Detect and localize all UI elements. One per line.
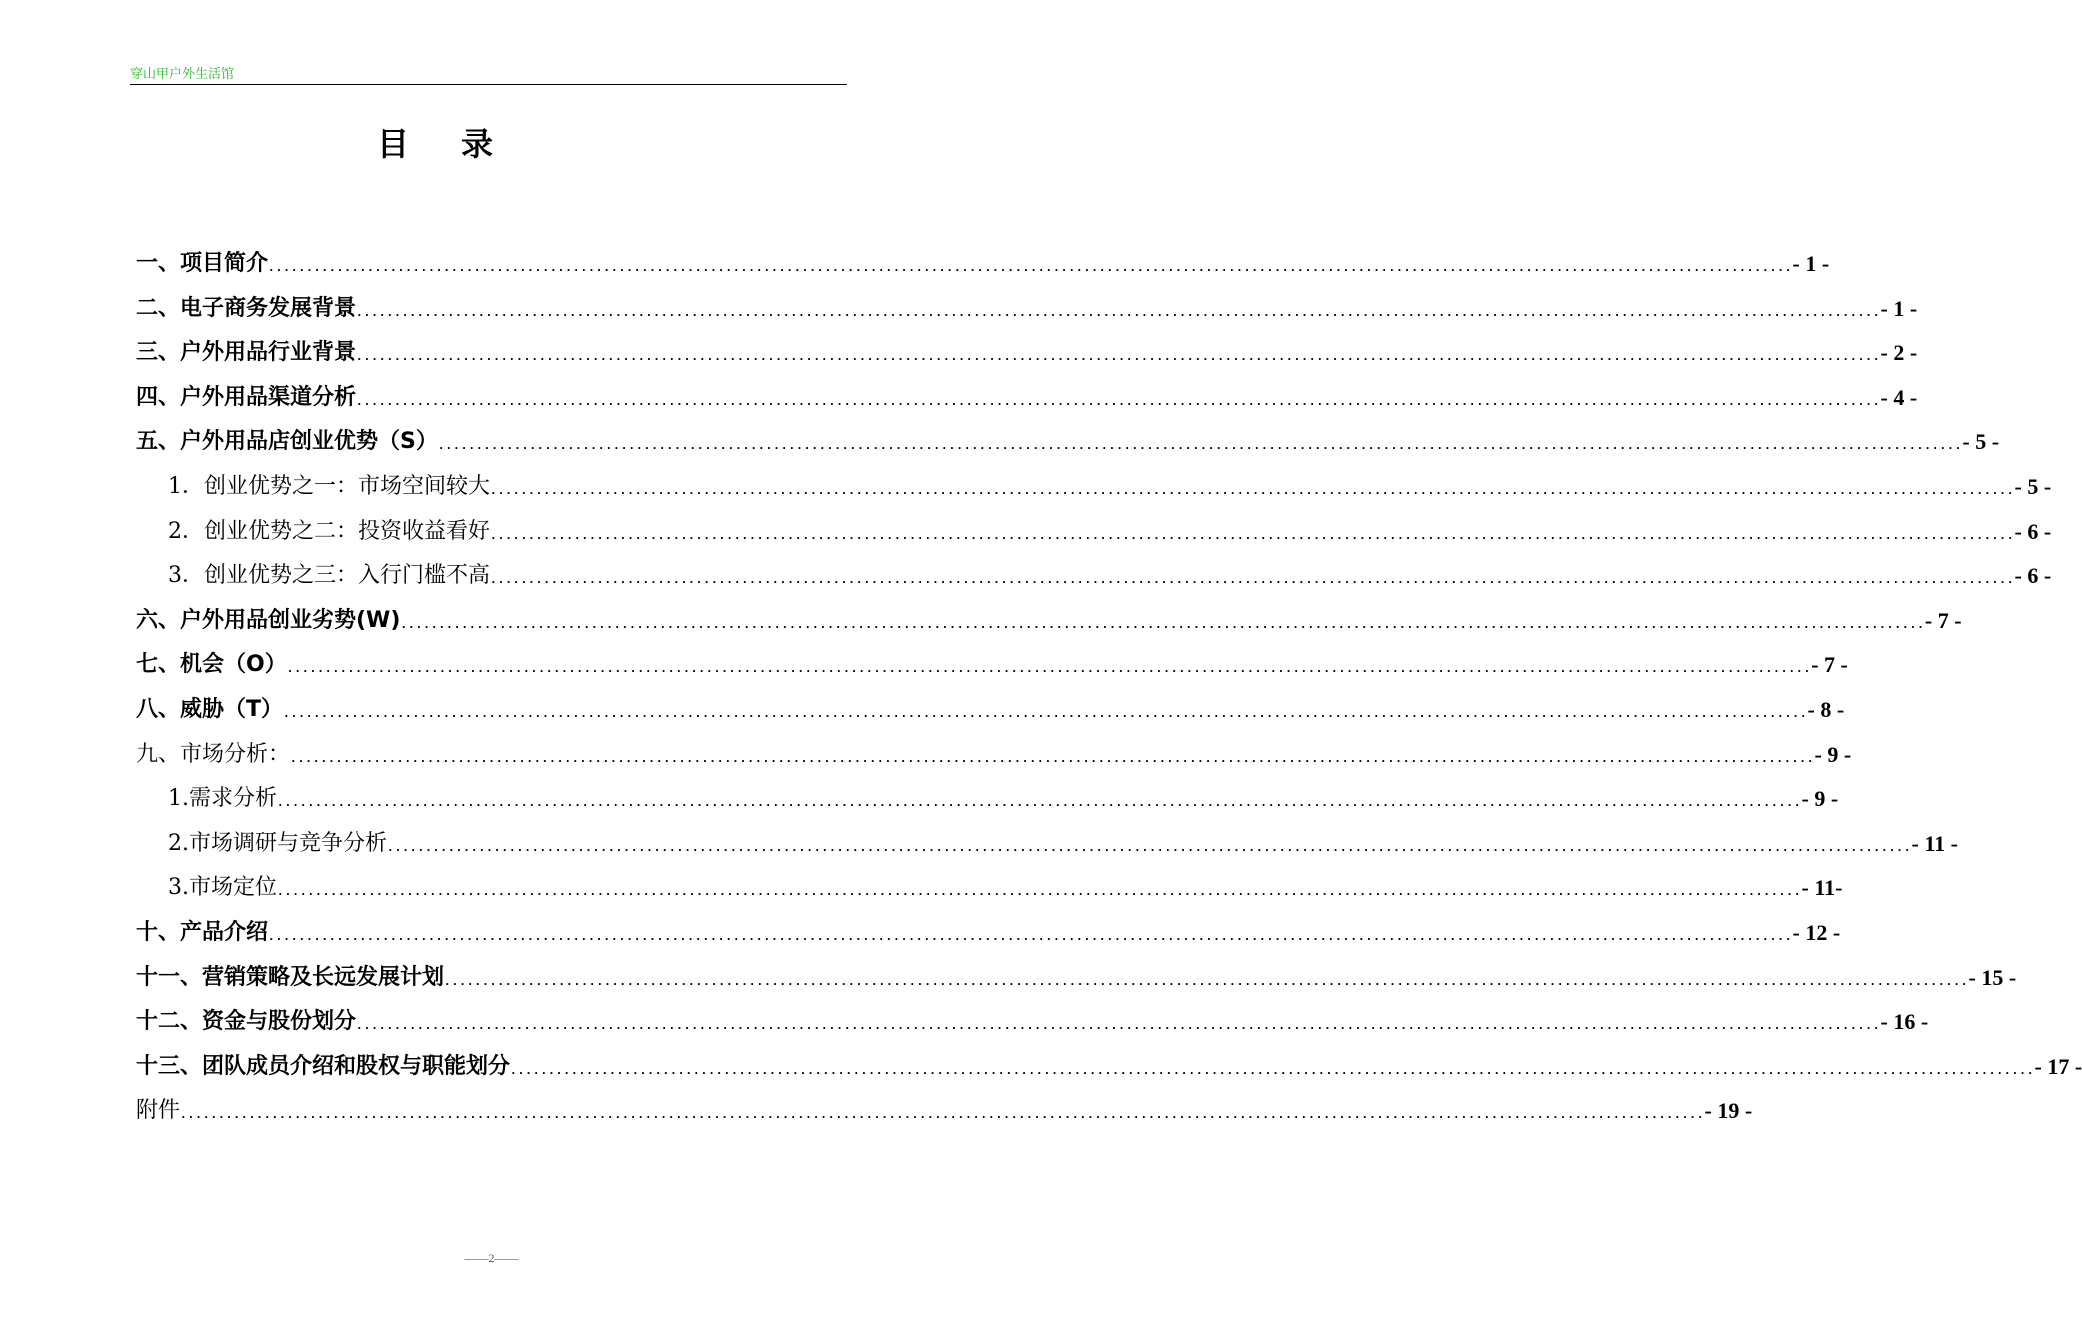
toc-entry-page: - 7 - [1811,652,1848,677]
toc-entry[interactable] [136,1095,1753,1127]
toc-dot-leader: ........................................................................................................................................................................................................ [356,350,1881,363]
toc-dot-leader: ........................................................................................................................................................................................................ [180,1108,1705,1121]
toc-entry-page: - 5 - [1962,429,2000,454]
toc-entry-label: 十二、资金与股份划分 [136,1009,357,1034]
toc-entry-label: 九、市场分析： [136,742,291,767]
toc-entry-label: 2.市场调研与竞争分析 [168,831,387,856]
toc-dot-leader: ........................................................................................................................................................................................................ [283,707,1808,720]
toc-entry-page: - 8 - [1807,697,1845,722]
toc-entry-label: 1.需求分析 [168,786,277,811]
toc-dot-leader: ........................................................................................................................................................................................................ [400,618,1925,631]
footer-page-number: ——2—— [464,1251,519,1265]
toc-dot-leader: ........................................................................................................................................................................................................ [387,841,1912,854]
toc-dot-leader: ........................................................................................................................................................................................................ [510,1064,2035,1077]
toc-entry[interactable] [168,516,2052,548]
toc-entry-page: - 16 - [1880,1009,1929,1034]
toc-entry[interactable] [136,694,1845,726]
toc-dot-leader: ........................................................................................................................................................................................................ [437,439,1963,452]
toc-entry[interactable] [136,962,2017,994]
toc-entry-page: - 11- [1801,875,1843,900]
toc-entry[interactable] [136,1006,1929,1038]
toc-entry-page: - 9 - [1814,742,1852,767]
toc-entry-page: - 6 - [2014,563,2052,588]
toc-entry-label: 附件 [136,1098,181,1123]
toc-entry-label: 十一、营销策略及长远发展计划 [136,965,445,990]
toc-entry-page: - 12 - [1792,920,1841,945]
toc-entry-label: 二、电子商务发展背景 [136,296,357,321]
toc-entry[interactable] [136,382,1918,414]
toc-dot-leader: ........................................................................................................................................................................................................ [290,752,1815,765]
toc-entry-page: - 4 - [1880,385,1918,410]
toc-dot-leader: ........................................................................................................................................................................................................ [356,395,1881,408]
toc-entry-label: 八、威胁（T） [136,697,284,722]
toc-dot-leader: ........................................................................................................................................................................................................ [286,662,1812,675]
toc-entry[interactable] [136,1051,2082,1083]
toc-entry[interactable] [136,248,1830,280]
toc-entry-label: 六、户外用品创业劣势(W) [136,608,401,633]
toc-entry-label: 十三、团队成员介绍和股权与职能划分 [136,1054,511,1079]
toc-entry[interactable] [136,739,1852,771]
toc-entry[interactable] [168,783,1839,815]
toc-entry-page: - 2 - [1880,340,1918,365]
toc-entry-label: 一、项目简介 [136,251,269,276]
toc-entry-page: - 7 - [1924,608,1962,633]
toc-entry[interactable] [136,293,1918,325]
toc-entry-page: - 19 - [1704,1098,1753,1123]
toc-entry-page: - 11 - [1911,831,1958,856]
toc-entry-page: - 17 - [2034,1054,2082,1079]
toc-entry-page: - 5 - [2014,474,2052,499]
toc-dot-leader: ........................................................................................................................................................................................................ [356,306,1881,319]
toc-dot-leader: ........................................................................................................................................................................................................ [277,796,1802,809]
toc-entry[interactable] [168,471,2052,503]
toc-entry[interactable] [136,917,1841,949]
toc-dot-leader: ........................................................................................................................................................................................................ [268,261,1793,274]
toc-entry-label: 1．创业优势之一：市场空间较大 [168,474,490,499]
toc-dot-leader: ........................................................................................................................................................................................................ [268,930,1793,943]
page-title: 目录 [376,125,545,163]
toc-dot-leader: ........................................................................................................................................................................................................ [444,975,1969,988]
toc-entry[interactable] [136,649,1848,681]
toc-entry-page: - 1 - [1792,251,1830,276]
toc-entry-label: 四、户外用品渠道分析 [136,385,357,410]
toc-dot-leader: ........................................................................................................................................................................................................ [490,484,2015,497]
header-rule [130,84,847,85]
toc-entry-label: 三、户外用品行业背景 [136,340,357,365]
toc-entry-page: - 9 - [1801,786,1839,811]
toc-entry-label: 十、产品介绍 [136,920,269,945]
toc-entry-label: 五、户外用品店创业优势（S） [136,429,438,454]
toc-dot-leader: ........................................................................................................................................................................................................ [490,529,2015,542]
toc-entry-label: 3．创业优势之三：入行门槛不高 [168,563,490,588]
header-site-name: 穿山甲户外生活馆 [130,67,235,82]
toc-entry[interactable] [136,605,1962,637]
toc-dot-leader: ........................................................................................................................................................................................................ [277,885,1802,898]
toc-entry-label: 3.市场定位 [168,875,277,900]
toc-entry-label: 2．创业优势之二：投资收益看好 [168,519,490,544]
toc-entry[interactable] [168,872,1843,904]
toc-dot-leader: ........................................................................................................................................................................................................ [490,573,2015,586]
toc-entry[interactable] [168,828,1958,860]
toc-entry-page: - 15 - [1968,965,2017,990]
toc-entry-page: - 1 - [1880,296,1918,321]
toc-entry[interactable] [136,337,1918,369]
toc-entry-label: 七、机会（O） [136,652,287,677]
toc-entry[interactable] [168,560,2052,592]
toc-entry[interactable] [136,426,2000,458]
toc-entry-page: - 6 - [2014,519,2052,544]
toc-dot-leader: ........................................................................................................................................................................................................ [356,1019,1881,1032]
